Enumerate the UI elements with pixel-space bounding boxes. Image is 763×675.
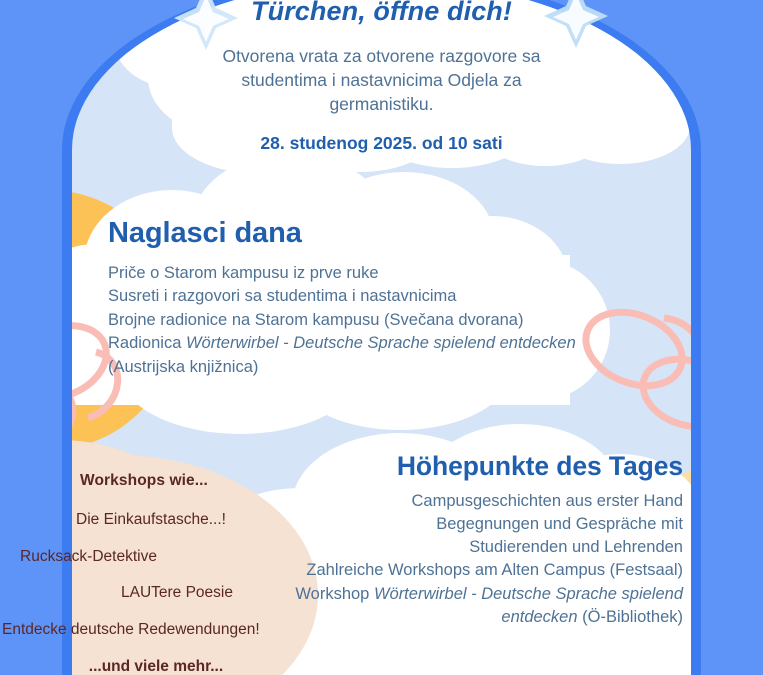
highlights-de-item: Studierenden und Lehrenden bbox=[469, 538, 683, 557]
workshop-list-item: Rucksack-Detektive bbox=[20, 547, 157, 565]
highlights-hr-workshop-item bbox=[108, 332, 578, 379]
highlights-hr-heading: Naglasci dana bbox=[108, 217, 302, 249]
subtitle-line: studentima i nastavnicima Odjela za bbox=[241, 70, 522, 90]
workshop-venue: (Ö-Bibliothek) bbox=[577, 607, 683, 626]
workshops-footer: ...und viele mehr... bbox=[88, 658, 224, 675]
workshops-heading: Workshops wie... bbox=[80, 472, 208, 489]
workshop-venue: (Austrijska knjižnica) bbox=[108, 357, 259, 376]
workshop-list-item: Entdecke deutsche Redewendungen! bbox=[2, 620, 260, 638]
event-date: 28. studenog 2025. od 10 sati bbox=[260, 133, 503, 154]
workshop-list-item: Die Einkaufstasche...! bbox=[76, 511, 226, 528]
highlights-hr-item: Susreti i razgovori sa studentima i nastavnicima bbox=[108, 287, 457, 306]
workshops-block bbox=[0, 472, 294, 675]
highlights-de-block bbox=[243, 452, 683, 629]
workshop-title: Wörterwirbel - Deutsche Sprache spielend entdecken bbox=[185, 334, 576, 353]
workshop-title: Wörterwirbel - Deutsche Sprache spielend entdecken bbox=[373, 584, 683, 626]
subtitle-line: germanistiku. bbox=[329, 94, 434, 115]
highlights-de-heading: Höhepunkte des Tages bbox=[396, 451, 683, 481]
highlights-de-item: Zahlreiche Workshops am Alten Campus (Festsaal) bbox=[306, 561, 683, 580]
highlights-de-item: Begegnungen und Gespräche mit bbox=[436, 515, 683, 534]
highlights-de-workshop-item bbox=[243, 583, 683, 629]
workshop-list-item: LAUTere Poesie bbox=[120, 584, 233, 601]
highlights-hr-item: Priče o Starom kampusu iz prve ruke bbox=[108, 263, 379, 282]
poster-subtitle bbox=[182, 44, 582, 116]
workshop-prefix: Radionica bbox=[108, 334, 186, 353]
highlights-de-item: Campusgeschichten aus erster Hand bbox=[411, 492, 683, 511]
hero-block bbox=[0, 0, 763, 154]
highlights-hr-item: Brojne radionice na Starom kampusu (Svečana dvorana) bbox=[108, 310, 524, 329]
workshop-prefix: Workshop bbox=[295, 584, 374, 603]
poster-title: Türchen, öffne dich! bbox=[250, 0, 512, 26]
highlights-hr-block bbox=[108, 218, 578, 379]
subtitle-line: Otvorena vrata za otvorene razgovore sa bbox=[222, 45, 541, 66]
